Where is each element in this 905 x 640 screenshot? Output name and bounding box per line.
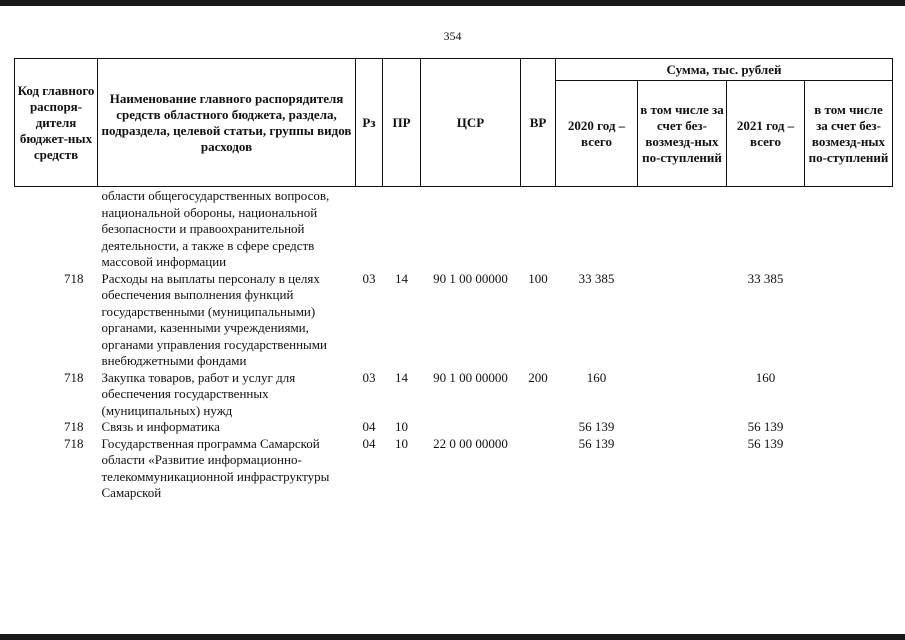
header-name: Наименование главного распорядителя средств областного бюджета, раздела, подраздела, целевой статьи, группы видов расходов bbox=[98, 59, 356, 187]
header-sum-group: Сумма, тыс. рублей bbox=[556, 59, 893, 81]
row-total-2021: 56 139 bbox=[747, 435, 784, 451]
row-rz bbox=[356, 187, 383, 271]
header-grants-2020: в том числе за счет без-возмезд-ных по-ступлений bbox=[638, 81, 727, 187]
row-csr: 90 1 00 00000 bbox=[433, 369, 508, 385]
row-vr bbox=[521, 187, 556, 271]
row-rz: 03 bbox=[362, 369, 376, 385]
row-csr: 22 0 00 00000 bbox=[433, 435, 508, 451]
row-name: Государственная программа Самарской области «Развитие информационно-телекоммуникационной инфраструктуры Самарской bbox=[101, 435, 330, 500]
table-header bbox=[15, 59, 893, 187]
row-total-2021 bbox=[727, 187, 805, 271]
row-name: области общегосударственных вопросов, национальной обороны, национальной безопасности и правоохранительной деятельности, а также в сфере средств массовой информации bbox=[101, 188, 330, 269]
row-csr: 90 1 00 00000 bbox=[433, 270, 508, 286]
row-pr bbox=[383, 187, 421, 271]
row-csr bbox=[421, 419, 521, 436]
row-total-2020: 160 bbox=[586, 369, 607, 385]
row-total-2020: 56 139 bbox=[578, 435, 615, 451]
row-total-2021: 160 bbox=[755, 369, 776, 385]
header-vr: ВР bbox=[521, 59, 556, 187]
row-rz: 04 bbox=[362, 419, 376, 434]
top-border-rule bbox=[0, 0, 905, 6]
table-row bbox=[15, 370, 893, 420]
row-csr bbox=[421, 187, 521, 271]
row-pr: 10 bbox=[395, 419, 408, 434]
row-code: 718 bbox=[64, 369, 84, 385]
header-grants-2021: в том числе за счет без-возмезд-ных по-ступлений bbox=[805, 81, 893, 187]
header-pr: ПР bbox=[383, 59, 421, 187]
table-row bbox=[15, 271, 893, 370]
row-grants-2020 bbox=[638, 436, 727, 502]
table-row bbox=[15, 187, 893, 271]
header-rz: Рз bbox=[356, 59, 383, 187]
row-vr: 200 bbox=[528, 369, 548, 385]
row-grants-2020 bbox=[638, 419, 727, 436]
row-total-2021: 56 139 bbox=[747, 419, 784, 434]
row-total-2020: 56 139 bbox=[578, 419, 615, 434]
row-rz: 04 bbox=[362, 435, 376, 451]
row-grants-2021 bbox=[805, 187, 893, 271]
budget-table bbox=[14, 58, 893, 502]
header-total-2020: 2020 год – всего bbox=[556, 81, 638, 187]
row-grants-2021 bbox=[805, 419, 893, 436]
row-rz: 03 bbox=[362, 270, 376, 286]
bottom-border-rule bbox=[0, 634, 905, 640]
table-body bbox=[15, 187, 893, 502]
row-vr bbox=[521, 436, 556, 502]
row-total-2020: 33 385 bbox=[578, 270, 615, 286]
header-code: Код главного распоря-дителя бюджет-ных средств bbox=[15, 59, 98, 187]
row-grants-2021 bbox=[805, 271, 893, 370]
table-row bbox=[15, 419, 893, 436]
row-vr: 100 bbox=[528, 270, 548, 286]
row-total-2020 bbox=[556, 187, 638, 271]
row-grants-2021 bbox=[805, 370, 893, 420]
row-pr: 14 bbox=[395, 369, 408, 385]
row-grants-2020 bbox=[638, 187, 727, 271]
header-csr: ЦСР bbox=[421, 59, 521, 187]
row-pr: 14 bbox=[395, 270, 408, 286]
row-code: 718 bbox=[64, 419, 84, 434]
row-code: 718 bbox=[64, 270, 84, 286]
header-total-2021: 2021 год – всего bbox=[727, 81, 805, 187]
row-name: Закупка товаров, работ и услуг для обеспечения государственных (муниципальных) нужд bbox=[101, 369, 296, 418]
row-code: 718 bbox=[64, 435, 84, 451]
row-pr: 10 bbox=[395, 435, 408, 451]
row-grants-2020 bbox=[638, 370, 727, 420]
row-grants-2021 bbox=[805, 436, 893, 502]
row-total-2021: 33 385 bbox=[747, 270, 784, 286]
row-vr bbox=[521, 419, 556, 436]
row-grants-2020 bbox=[638, 271, 727, 370]
table-row bbox=[15, 436, 893, 502]
row-name: Расходы на выплаты персоналу в целях обеспечения выполнения функций государственными (муниципальными) органами, казенными учреждениями, органами управления государственными внебюджетными фондами bbox=[101, 270, 327, 368]
row-code bbox=[15, 187, 98, 271]
row-name: Связь и информатика bbox=[101, 419, 220, 434]
page-number: 354 bbox=[443, 29, 462, 43]
